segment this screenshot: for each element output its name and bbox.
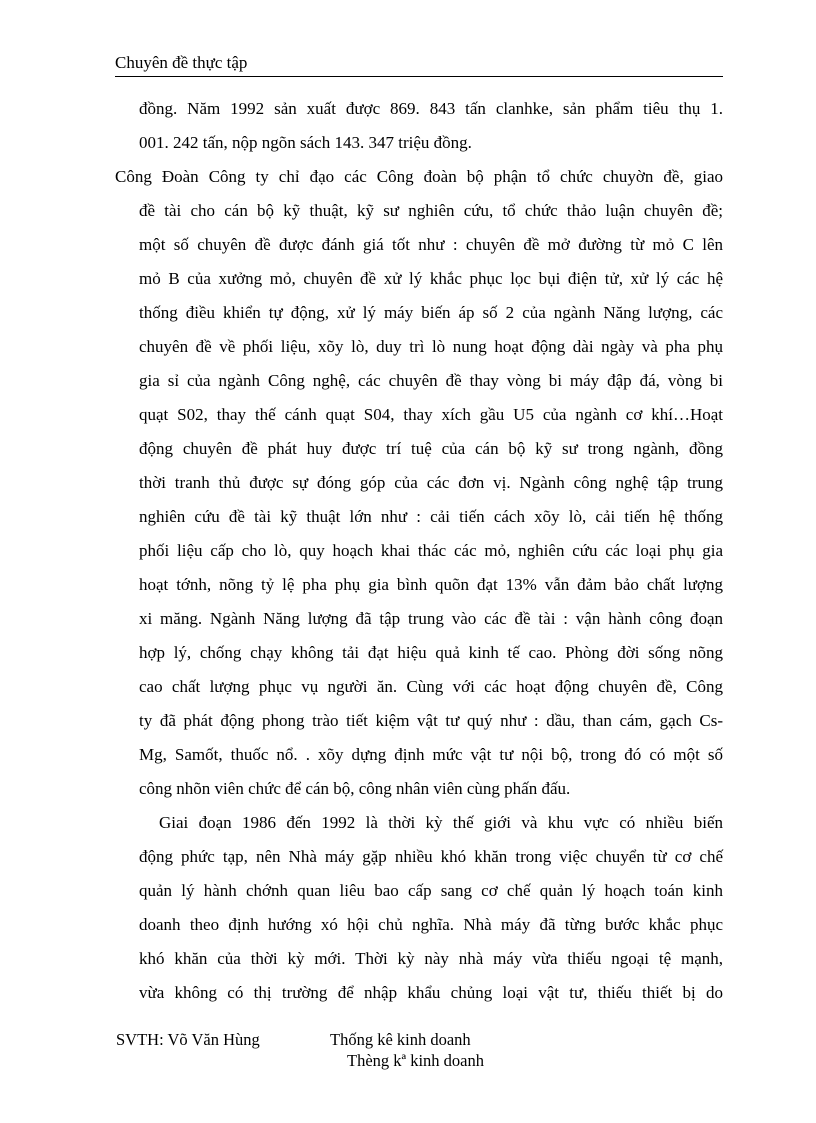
- text-line: đề tài cho cán bộ kỹ thuật, kỹ sư nghiên cứu, tổ chức thảo luận chuyên đề;: [139, 201, 723, 220]
- text-line: Mg, Samốt, thuốc nổ. . xõy dựng định mức vật tư nội bộ, trong đó có một số: [139, 745, 723, 764]
- text-line: động chuyên đề phát huy được trí tuệ của cán bộ kỹ sư trong ngành, đồng: [139, 439, 723, 458]
- text-line: mỏ B của xưởng mỏ, chuyên đề xử lý khắc phục lọc bụi điện tử, xử lý các hệ: [139, 269, 723, 288]
- text-line: thống điều khiển tự động, xử lý máy biến áp số 2 của ngành Năng lượng, các: [139, 303, 723, 322]
- header-title: Chuyên đề thực tập: [115, 53, 248, 72]
- text-line: Công Đoàn Công ty chỉ đạo các Công đoàn bộ phận tổ chức chuyờn đề, giao: [115, 167, 723, 186]
- text-line: vừa không có thị trường để nhập khẩu chủng loại vật tư, thiếu thiết bị do: [139, 983, 723, 1002]
- text-line: phối liệu cấp cho lò, quy hoạch khai thác các mỏ, nghiên cứu các loại phụ gia: [139, 541, 723, 560]
- text-line: công nhõn viên chức để cán bộ, công nhân viên cùng phấn đấu.: [139, 779, 571, 798]
- text-line: 001. 242 tấn, nộp ngõn sách 143. 347 triệu đồng.: [139, 133, 472, 152]
- text-line: động phức tạp, nên Nhà máy gặp nhiều khó khăn trong việc chuyển từ cơ chế: [139, 847, 723, 866]
- text-line: Giai đoạn 1986 đến 1992 là thời kỳ thế giới và khu vực có nhiều biến: [159, 813, 723, 832]
- footer-author: SVTH: Võ Văn Hùng: [116, 1030, 260, 1049]
- text-line: ty đã phát động phong trào tiết kiệm vật tư quý như : dầu, than cám, gạch Cs-: [139, 711, 723, 730]
- text-line: một số chuyên đề được đánh giá tốt như : chuyên đề mở đường từ mỏ C lên: [139, 235, 723, 254]
- text-line: xi măng. Ngành Năng lượng đã tập trung vào các đề tài : vận hành công đoạn: [139, 609, 723, 628]
- text-line: chuyên đề về phối liệu, xõy lò, duy trì lò nung hoạt động dài ngày và pha phụ: [139, 337, 723, 356]
- text-line: hoạt tớnh, nõng tỷ lệ pha phụ gia bình quõn đạt 13% vẫn đảm bảo chất lượng: [139, 575, 723, 594]
- text-line: quạt S02, thay thế cánh quạt S04, thay xích gầu U5 của ngành cơ khí…Hoạt: [139, 405, 723, 424]
- text-line: gia sỉ của ngành Công nghệ, các chuyên đề thay vòng bi máy đập đá, vòng bi: [139, 371, 723, 390]
- text-line: quản lý hành chớnh quan liêu bao cấp sang cơ chế quản lý hoạch toán kinh: [139, 881, 723, 900]
- footer-course: Thống kê kinh doanh: [330, 1030, 471, 1049]
- footer-course-alt: Thèng kª kinh doanh: [347, 1051, 484, 1070]
- text-line: thời tranh thủ được sự đóng góp của các đơn vị. Ngành công nghệ tập trung: [139, 473, 723, 492]
- text-line: nghiên cứu đề tài kỹ thuật lớn như : cải tiến cách xõy lò, cải tiến hệ thống: [139, 507, 723, 526]
- text-line: khó khăn của thời kỳ mới. Thời kỳ này nhà máy vừa thiếu ngoại tệ mạnh,: [139, 949, 723, 968]
- page-header: [115, 50, 723, 77]
- text-line: đồng. Năm 1992 sản xuất được 869. 843 tấn clanhke, sản phẩm tiêu thụ 1.: [139, 99, 723, 118]
- text-line: doanh theo định hướng xó hội chủ nghĩa. Nhà máy đã từng bước khắc phục: [139, 915, 723, 934]
- text-line: hợp lý, chống chạy không tải đạt hiệu quả kinh tế cao. Phòng đời sống nõng: [139, 643, 723, 662]
- text-line: cao chất lượng phục vụ người ăn. Cùng với các hoạt động chuyên đề, Công: [139, 677, 723, 696]
